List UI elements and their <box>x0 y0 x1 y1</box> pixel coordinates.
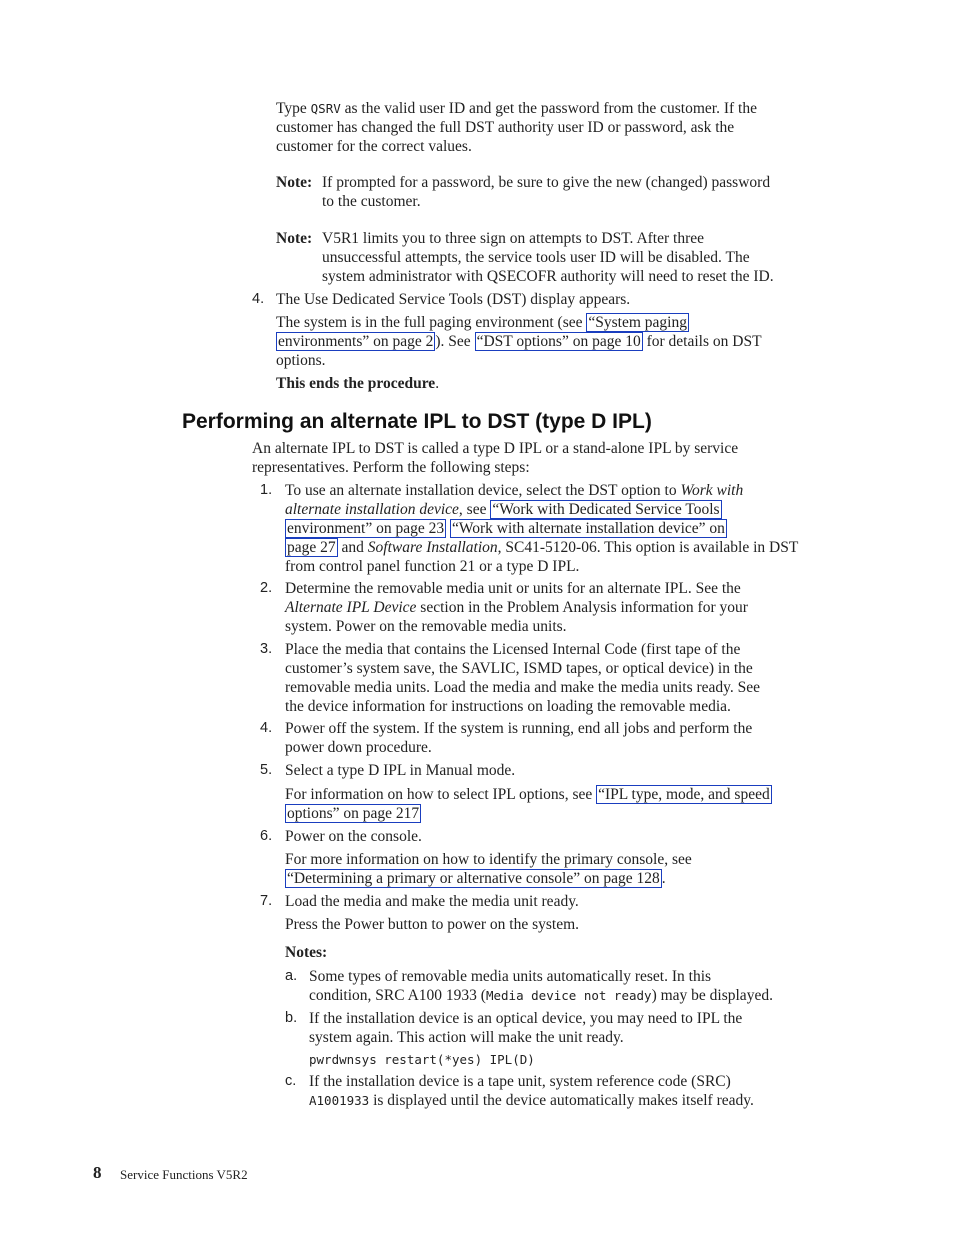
note-c-letter: c. <box>285 1073 297 1089</box>
intro-line-1: Type QSRV as the valid user ID and get the password from the customer. If the <box>276 100 757 117</box>
intro-line-3: customer for the correct values. <box>276 138 472 155</box>
page-number: 8 <box>93 1163 102 1182</box>
step-1-number: 1. <box>260 482 273 498</box>
step-3-text: Place the media that contains the Licensed Internal Code (first tape of the customer’s system save, the SAVLIC, ISMD tapes, or optical device) in the removable media units. Load the media and make the media units ready. See the device information for instructions on loading the removable media. <box>285 641 761 715</box>
intro-line-2: customer has changed the full DST authority user ID or password, ask the <box>276 119 735 136</box>
note-label: Note: <box>276 174 313 191</box>
step-2-number: 2. <box>260 580 273 596</box>
step-4-text: The Use Dedicated Service Tools (DST) display appears. <box>276 291 631 308</box>
step-4-number: 4. <box>252 291 265 307</box>
step-7-number: 7. <box>260 893 273 909</box>
step-6-text: Power on the console. <box>285 828 422 845</box>
note-c-text: If the installation device is a tape unit, system reference code (SRC) A1001933 is displayed until the device automatically makes itself ready. <box>309 1073 754 1109</box>
code-qsrv: QSRV <box>310 101 341 116</box>
note-b-text: If the installation device is an optical device, you may need to IPL the system again. This action will make the unit ready. <box>309 1010 743 1046</box>
step-5-paragraph: For information on how to select IPL options, see “IPL type, mode, and speed options” on page 217 <box>285 786 770 822</box>
code-a1001933: A1001933 <box>309 1093 370 1108</box>
note-a-text: Some types of removable media units automatically reset. In this condition, SRC A100 1933 (Media device not ready) may be displayed. <box>309 968 773 1004</box>
step-7-text: Load the media and make the media unit ready. <box>285 893 579 910</box>
step-5-number: 5. <box>260 762 273 778</box>
note-1 <box>276 173 312 192</box>
notes-label: Notes: <box>285 944 328 961</box>
step-6-paragraph: For more information on how to identify the primary console, see “Determining a primary or alternative console” on page 128 . <box>285 851 692 887</box>
link-system-paging[interactable]: “System paging <box>588 314 687 331</box>
note-2-text: V5R1 limits you to three sign on attempts to DST. After three unsuccessful attempts, the service tools user ID will be disabled. The system administrator with QSECOFR authority will need to reset the ID. <box>322 230 774 285</box>
step-1-text: To use an alternate installation device, select the DST option to Work with alternate installation device, see “Work with Dedicated Service Tools environment” on page 23 “Work with alternate installation device” on page 27 and Software Installation, SC41-5120-06. This option is available in DST from control panel function 21 or a type D IPL. <box>285 482 799 575</box>
step-4b-text: Power off the system. If the system is running, end all jobs and perform the power down procedure. <box>285 720 753 756</box>
step-4b-number: 4. <box>260 720 273 736</box>
note-2 <box>276 229 312 248</box>
note-a-letter: a. <box>285 968 298 984</box>
step-6-number: 6. <box>260 828 273 844</box>
link-alternate-install-device-cont[interactable]: page 27 <box>287 539 336 556</box>
section-intro: An alternate IPL to DST is called a type D IPL or a stand-alone IPL by service representatives. Perform the following steps: <box>252 440 739 476</box>
link-work-with-dst[interactable]: “Work with Dedicated Service Tools <box>492 501 720 518</box>
link-ipl-type-cont[interactable]: options” on page 217 <box>287 805 420 822</box>
footer-title: Service Functions V5R2 <box>120 1167 248 1182</box>
step-3-number: 3. <box>260 641 273 657</box>
note-b-letter: b. <box>285 1010 298 1026</box>
procedure-end: This ends the procedure. <box>276 375 440 392</box>
section-heading: Performing an alternate IPL to DST (type D IPL) <box>182 410 652 433</box>
note-1-text: If prompted for a password, be sure to give the new (changed) password to the customer. <box>322 174 771 210</box>
link-ipl-type[interactable]: “IPL type, mode, and speed <box>598 786 770 803</box>
step-7-text-2: Press the Power button to power on the system. <box>285 916 580 933</box>
link-dst-options[interactable]: “DST options” on page 10 <box>476 333 641 350</box>
step-4-paragraph: The system is in the full paging environment (see “System paging environments” on page 2 ). See “DST options” on page 10 for details on DST options. <box>276 314 762 369</box>
note-label: Note: <box>276 230 313 247</box>
step-2-text: Determine the removable media unit or units for an alternate IPL. See the Alternate IPL Device section in the Problem Analysis information for your system. Power on the removable media units. <box>285 580 748 635</box>
code-pwrdwnsys: pwrdwnsys restart(*yes) IPL(D) <box>309 1052 535 1067</box>
link-alternate-install-device[interactable]: “Work with alternate installation device” on <box>451 520 725 537</box>
code-media-not-ready: Media device not ready <box>485 988 652 1003</box>
step-5-text: Select a type D IPL in Manual mode. <box>285 762 516 779</box>
link-work-with-dst-cont[interactable]: environment” on page 23 <box>287 520 445 537</box>
intro-paragraph <box>276 99 846 156</box>
link-primary-console[interactable]: “Determining a primary or alternative console” on page 128 <box>287 870 660 887</box>
link-system-paging-cont[interactable]: environments” on page 2 <box>278 333 434 350</box>
